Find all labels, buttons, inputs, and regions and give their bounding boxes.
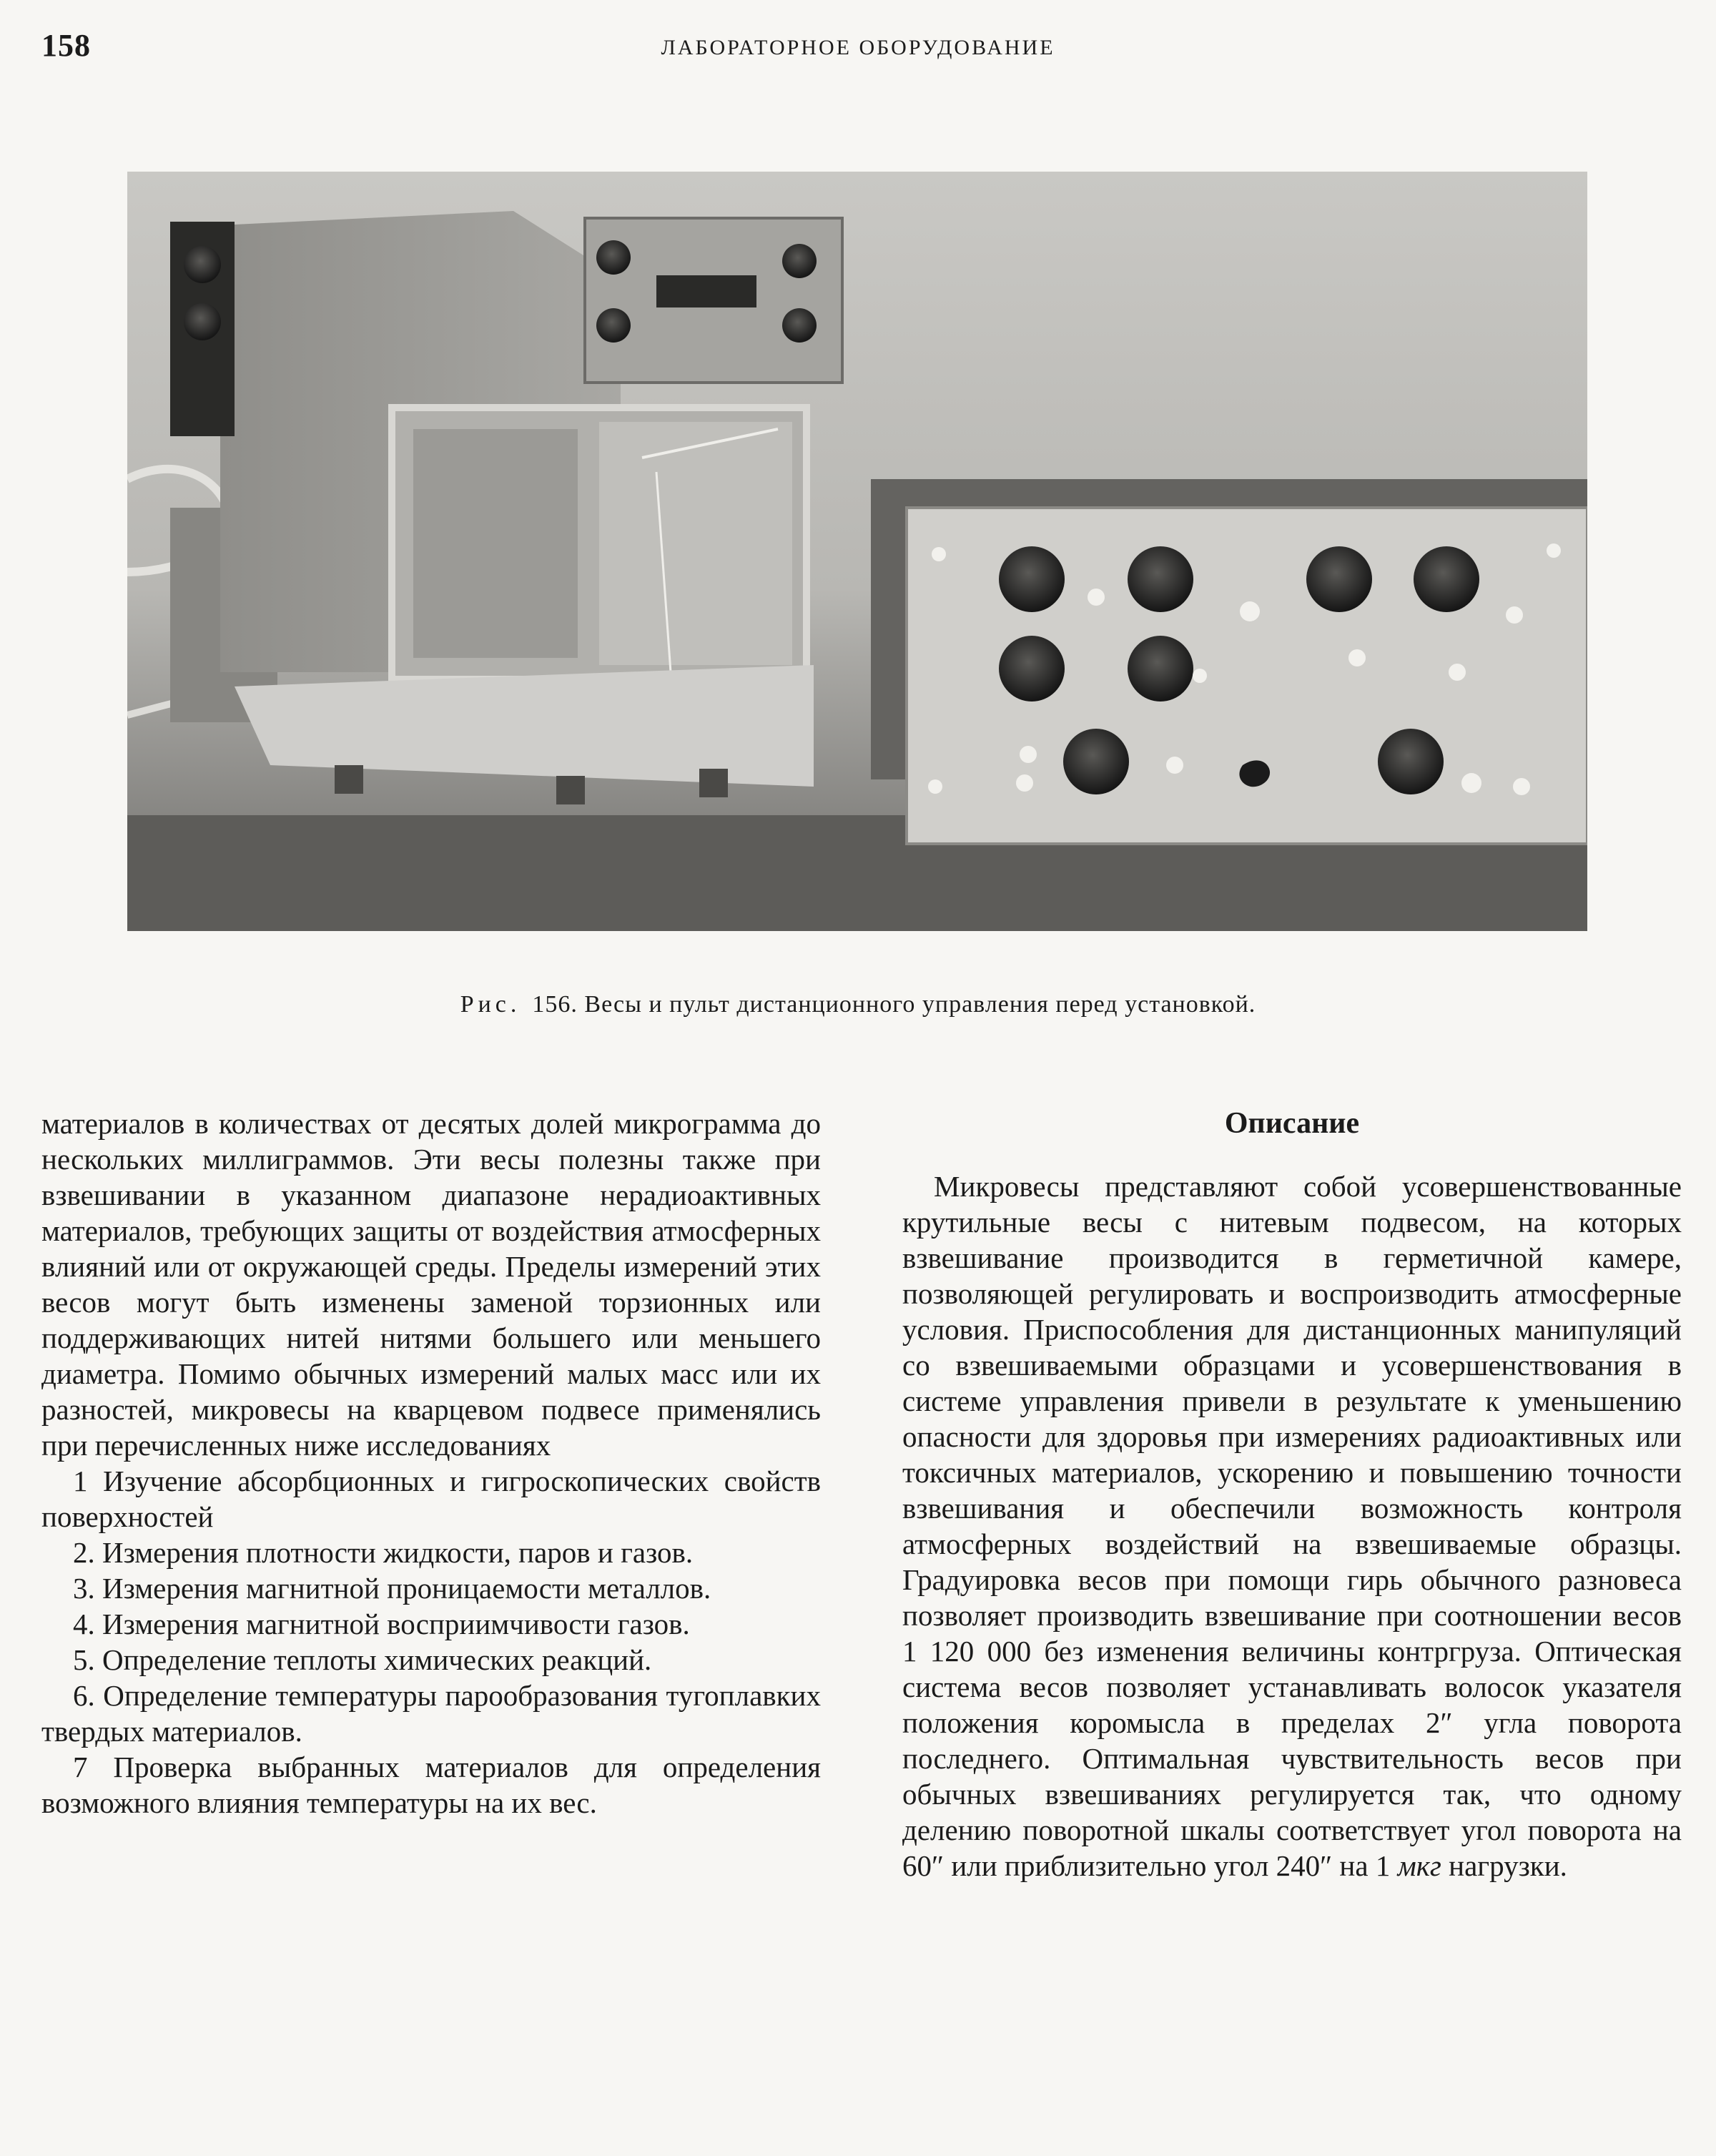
section-title: Описание bbox=[1224, 1107, 1360, 1140]
left-column bbox=[41, 1106, 821, 1821]
list-item: 3. Измерения магнитной проницаемости металлов. bbox=[73, 1572, 711, 1605]
figure-caption bbox=[0, 991, 1716, 1018]
list-item: 6. Определение температуры парообразования тугоплавких твердых материалов. bbox=[41, 1679, 821, 1748]
description-paragraph bbox=[902, 1168, 1682, 1884]
running-title: ЛАБОРАТОРНОЕ ОБОРУДОВАНИЕ bbox=[661, 36, 1055, 59]
list-item: 5. Определение теплоты химических реакций. bbox=[73, 1643, 652, 1676]
figure-caption-text: 156. Весы и пульт дистанционного управления перед установкой. bbox=[532, 991, 1256, 1018]
list-item: 1 Изучение абсорбционных и гигроскопических свойств поверхностей bbox=[41, 1465, 821, 1533]
list-item: 4. Измерения магнитной восприимчивости газов. bbox=[73, 1608, 690, 1640]
page-number: 158 bbox=[41, 28, 91, 63]
figure-photo bbox=[127, 172, 1587, 931]
list-item: 2. Измерения плотности жидкости, паров и газов. bbox=[73, 1536, 694, 1569]
list-item: 7 Проверка выбранных материалов для определения возможного влияния температуры на их вес. bbox=[41, 1751, 821, 1819]
unit-label: мкг bbox=[1397, 1849, 1441, 1882]
description-text: Микровесы представляют собой усовершенствованные крутильные весы с нитевым подвесом, на которых взвешивание производится в герметичной камере, позволяющей регулировать и воспроизводить атмосферные условия. Приспособления для дистанционных манипуляций со взвешиваемыми образцами и усовершенствования в системе управления привели в результате к уменьшению опасности для здоровья при измерениях радиоактивных или токсичных материалов, ускорению и повышению точности взвешивания и обеспечили возможность контроля атмосферных воздействий на взвешиваемые образцы. Градуировка весов при помощи гирь обычного разновеса позволяет производить взвешивание при соотношении весов 1 120 000 без изменения величины контргруза. Оптическая система весов позволяет устанавливать волосок указателя положения коромысла в пределах 2″ угла поворота последнего. Оптимальная чувствительность весов при обычных взвешиваниях регулируется так, что одному делению поворотной шкалы соответствует угол поворота на 60″ или приблизительно угол 240″ на 1 bbox=[902, 1170, 1682, 1882]
left-paragraph: материалов в количествах от десятых долей микрограмма до нескольких миллиграммов. Эти весы полезны также при взвешивании в указанном диапазоне нерадиоактивных материалов, требующих защиты от воздействия атмосферных влияний или от окружающей среды. Пределы измерений этих весов могут быть изменены заменой торзионных или поддерживающих нитей нитями большего или меньшего диаметра. Помимо обычных измерений малых масс или их разностей, микровесы на кварцевом подвесе применялись при перечисленных ниже исследованиях bbox=[41, 1107, 821, 1462]
balance-and-control-panel-photo bbox=[127, 172, 1587, 931]
figure-label: Рис. bbox=[460, 991, 521, 1018]
description-end: нагрузки. bbox=[1449, 1849, 1567, 1882]
research-list bbox=[41, 1463, 821, 1821]
right-column bbox=[902, 1106, 1682, 1884]
